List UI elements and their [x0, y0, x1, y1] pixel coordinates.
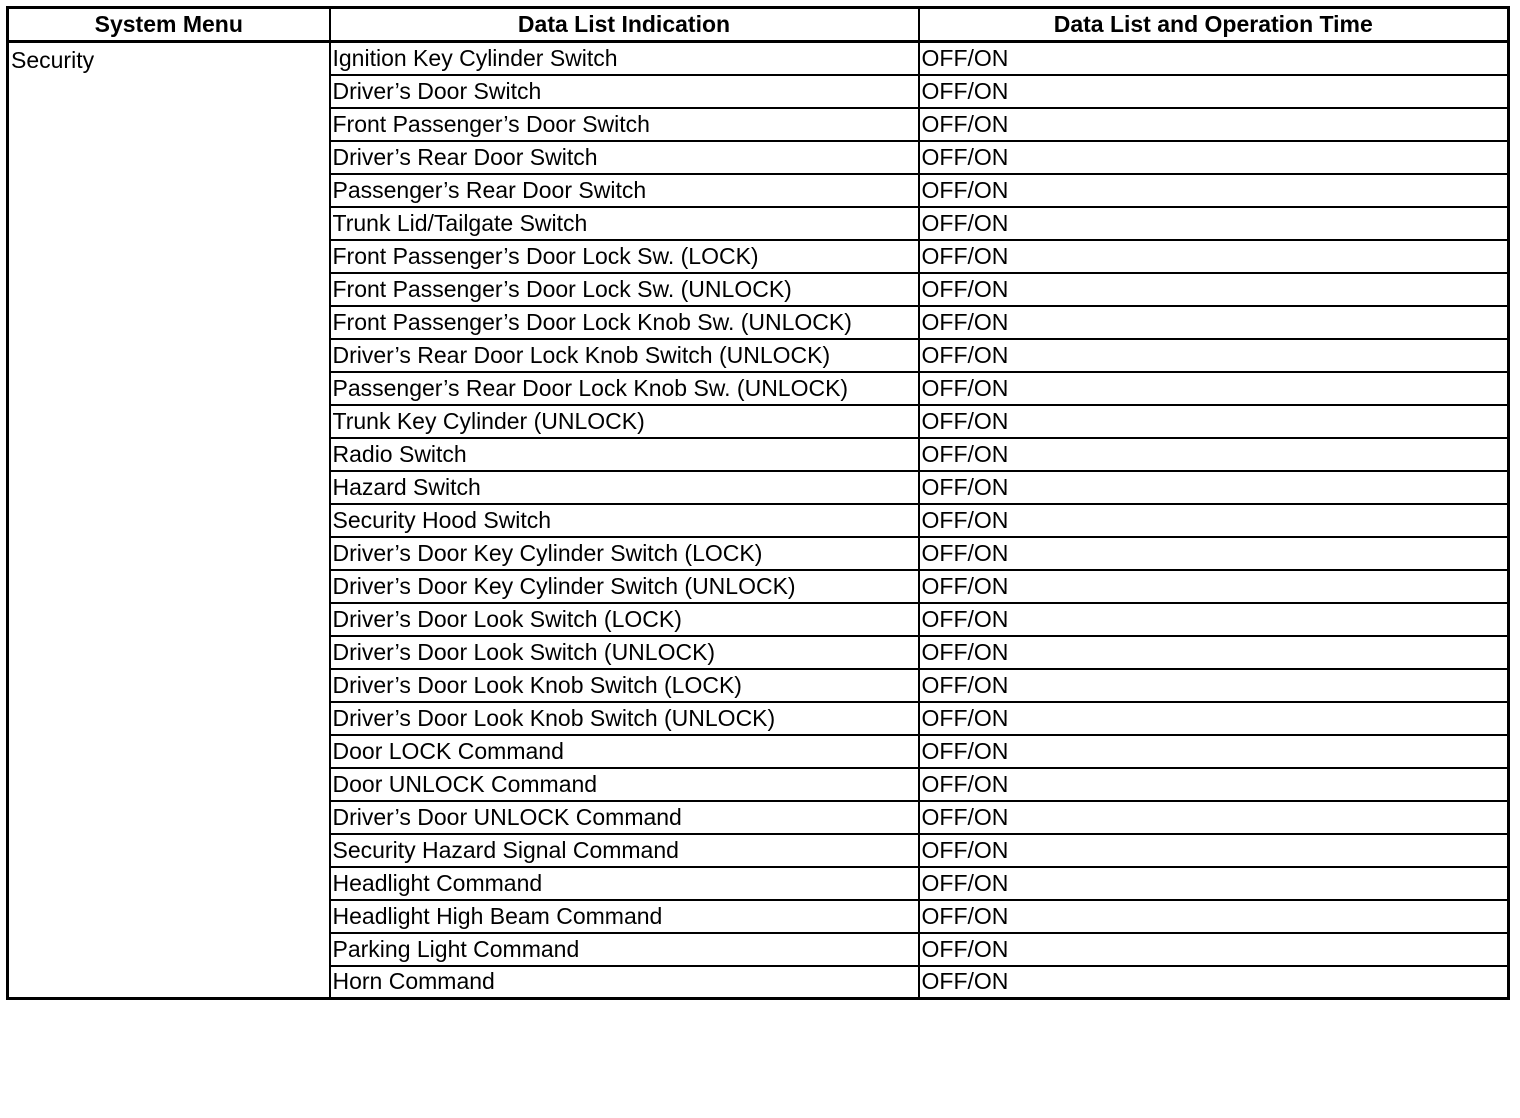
indication-cell: Front Passenger’s Door Lock Sw. (LOCK) [330, 240, 919, 273]
indication-cell: Door LOCK Command [330, 735, 919, 768]
header-system-menu: System Menu [8, 8, 330, 42]
operation-value-cell: OFF/ON [919, 372, 1509, 405]
operation-value-cell: OFF/ON [919, 174, 1509, 207]
operation-value-cell: OFF/ON [919, 339, 1509, 372]
indication-cell: Driver’s Door UNLOCK Command [330, 801, 919, 834]
table-header [8, 8, 1509, 42]
operation-value-cell: OFF/ON [919, 108, 1509, 141]
indication-cell: Driver’s Rear Door Lock Knob Switch (UNLOCK) [330, 339, 919, 372]
indication-cell: Driver’s Door Look Knob Switch (UNLOCK) [330, 702, 919, 735]
operation-value-cell: OFF/ON [919, 141, 1509, 174]
indication-cell: Headlight High Beam Command [330, 900, 919, 933]
operation-value-cell: OFF/ON [919, 603, 1509, 636]
operation-value-cell: OFF/ON [919, 801, 1509, 834]
operation-value-cell: OFF/ON [919, 900, 1509, 933]
operation-value-cell: OFF/ON [919, 735, 1509, 768]
operation-value-cell: OFF/ON [919, 240, 1509, 273]
indication-cell: Front Passenger’s Door Switch [330, 108, 919, 141]
system-menu-cell: Security [8, 42, 330, 999]
indication-cell: Parking Light Command [330, 933, 919, 966]
data-list-table [6, 6, 1510, 1000]
indication-cell: Driver’s Rear Door Switch [330, 141, 919, 174]
table-header-row [8, 8, 1509, 42]
indication-cell: Driver’s Door Look Switch (LOCK) [330, 603, 919, 636]
operation-value-cell: OFF/ON [919, 636, 1509, 669]
indication-cell: Headlight Command [330, 867, 919, 900]
indication-cell: Driver’s Door Key Cylinder Switch (UNLOCK) [330, 570, 919, 603]
header-data-list-indication: Data List Indication [330, 8, 919, 42]
operation-value-cell: OFF/ON [919, 570, 1509, 603]
indication-cell: Trunk Lid/Tailgate Switch [330, 207, 919, 240]
table-row [8, 42, 1509, 75]
indication-cell: Door UNLOCK Command [330, 768, 919, 801]
operation-value-cell: OFF/ON [919, 966, 1509, 999]
operation-value-cell: OFF/ON [919, 768, 1509, 801]
indication-cell: Trunk Key Cylinder (UNLOCK) [330, 405, 919, 438]
indication-cell: Driver’s Door Switch [330, 75, 919, 108]
operation-value-cell: OFF/ON [919, 669, 1509, 702]
indication-cell: Driver’s Door Look Switch (UNLOCK) [330, 636, 919, 669]
operation-value-cell: OFF/ON [919, 438, 1509, 471]
indication-cell: Passenger’s Rear Door Switch [330, 174, 919, 207]
indication-cell: Radio Switch [330, 438, 919, 471]
indication-cell: Passenger’s Rear Door Lock Knob Sw. (UNLOCK) [330, 372, 919, 405]
operation-value-cell: OFF/ON [919, 834, 1509, 867]
table-body [8, 42, 1509, 999]
indication-cell: Hazard Switch [330, 471, 919, 504]
indication-cell: Horn Command [330, 966, 919, 999]
operation-value-cell: OFF/ON [919, 75, 1509, 108]
indication-cell: Driver’s Door Look Knob Switch (LOCK) [330, 669, 919, 702]
header-data-list-operation-time: Data List and Operation Time [919, 8, 1509, 42]
indication-cell: Ignition Key Cylinder Switch [330, 42, 919, 75]
indication-cell: Security Hazard Signal Command [330, 834, 919, 867]
indication-cell: Driver’s Door Key Cylinder Switch (LOCK) [330, 537, 919, 570]
operation-value-cell: OFF/ON [919, 504, 1509, 537]
indication-cell: Front Passenger’s Door Lock Knob Sw. (UNLOCK) [330, 306, 919, 339]
operation-value-cell: OFF/ON [919, 471, 1509, 504]
operation-value-cell: OFF/ON [919, 702, 1509, 735]
operation-value-cell: OFF/ON [919, 537, 1509, 570]
operation-value-cell: OFF/ON [919, 273, 1509, 306]
indication-cell: Front Passenger’s Door Lock Sw. (UNLOCK) [330, 273, 919, 306]
indication-cell: Security Hood Switch [330, 504, 919, 537]
operation-value-cell: OFF/ON [919, 207, 1509, 240]
operation-value-cell: OFF/ON [919, 405, 1509, 438]
operation-value-cell: OFF/ON [919, 306, 1509, 339]
operation-value-cell: OFF/ON [919, 867, 1509, 900]
operation-value-cell: OFF/ON [919, 933, 1509, 966]
operation-value-cell: OFF/ON [919, 42, 1509, 75]
